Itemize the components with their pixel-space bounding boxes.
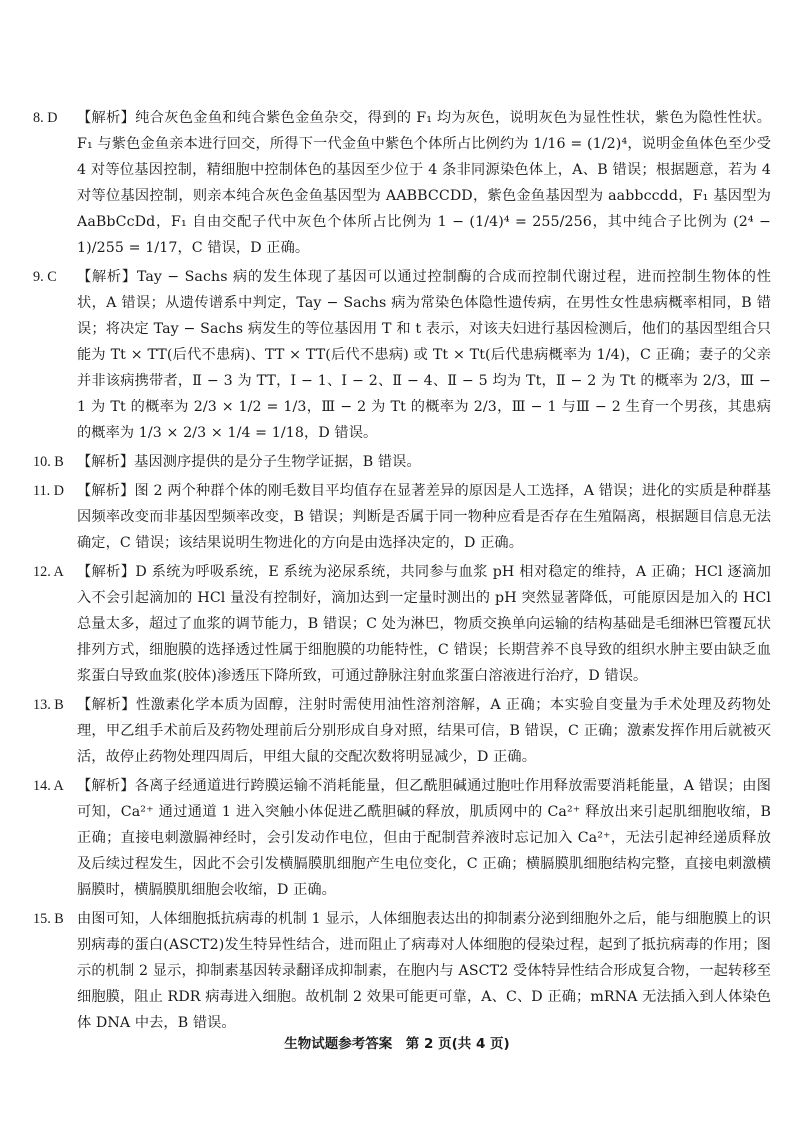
- answer-explanation: 由图可知，人体细胞抵抗病毒的机制 1 显示，人体细胞表达出的抑制素分泌到细胞外之后，能与细胞膜上的识别病毒的蛋白(ASCT2)发生特异性结合，进而阻止了病毒对人体细胞的侵染过程，起到了抵抗病毒的作用；图示的机制 2 显示，抑制素基因转录翻译成抑制素，在胞内与 ASCT2 受体特异性结合形成复合物，一起转移至细胞膜，阻止 RDR 病毒进入细胞。故机制 2 效果可能更可靠，A、C、D 正确；mRNA 无法插入到人体染色体 DNA 中去，B 错误。: [77, 911, 771, 1031]
- answer-number: 13. B: [33, 697, 64, 713]
- answer-item-11: [33, 478, 771, 556]
- answer-explanation: 【解析】Tay − Sachs 病的发生体现了基因可以通过控制酶的合成而控制代谢过程，进而控制生物体的性状，A 错误；从遗传谱系中判定，Tay − Sachs 病为常染色体隐性遗传病，在男性女性患病概率相同，B 错误；将决定 Tay − Sachs 病发生的等位基因用 T 和 t 表示，对该夫妇进行基因检测后，他们的基因型组合只能为 Tt × TT(后代不患病)、TT × TT(后代不患病) 或 Tt × Tt(后代患病概率为 1/4)，C 正确；妻子的父亲并非该病携带者，Ⅱ − 3 为 TT，Ⅰ − 1、Ⅰ − 2、Ⅱ − 4、Ⅱ − 5 均为 Tt，Ⅱ − 2 为 Tt 的概率为 2/3，Ⅲ − 1 为 Tt 的概率为 2/3 × 1/2 = 1/3，Ⅲ − 2 为 Tt 的概率为 2/3，Ⅲ − 1 与Ⅲ − 2 生育一个男孩，其患病的概率为 1/3 × 2/3 × 1/4 = 1/18，D 错误。: [77, 269, 771, 441]
- answer-number: 11. D: [33, 483, 65, 499]
- answer-number: 10. B: [33, 454, 64, 470]
- answer-explanation: 【解析】图 2 两个种群个体的刚毛数目平均值存在显著差异的原因是人工选择，A 错误；进化的实质是种群基因频率改变而非基因型频率改变，B 错误；判断是否属于同一物种应看是否存在生殖隔离，根据题目信息无法确定，C 错误；该结果说明生物进化的方向是由选择决定的，D 正确。: [77, 483, 771, 551]
- answer-number: 14. A: [33, 778, 64, 794]
- answer-explanation: 【解析】D 系统为呼吸系统，E 系统为泌尿系统，共同参与血浆 pH 相对稳定的维持，A 正确；HCl 逐滴加入不会引起滴加的 HCl 量没有控制好，滴加达到一定量时测出的 pH 突然显著降低，可能原因是加入的 HCl 总量太多，超过了血浆的调节能力，B 错误；C 处为淋巴，物质交换单向运输的结构基础是毛细淋巴管覆瓦状排列方式，细胞膜的选择透过性属于细胞膜的功能特性，C 错误；长期营养不良导致的组织水肿主要由缺乏血浆蛋白导致血浆(胶体)渗透压下降所致，可通过静脉注射血浆蛋白溶液进行治疗，D 错误。: [77, 564, 771, 684]
- answer-explanation: 【解析】基因测序提供的是分子生物学证据，B 错误。: [77, 454, 421, 470]
- answer-item-12: [33, 559, 771, 689]
- answer-list: [33, 105, 771, 1039]
- page-footer: 生物试题参考答案 第 2 页(共 4 页): [284, 1036, 510, 1052]
- answer-number: 8. D: [33, 110, 58, 126]
- answer-item-14: [33, 773, 771, 903]
- answer-number: 15. B: [33, 911, 64, 927]
- answer-item-13: [33, 692, 771, 770]
- answer-number: 9. C: [33, 269, 57, 285]
- answer-explanation: 【解析】纯合灰色金鱼和纯合紫色金鱼杂交，得到的 F₁ 均为灰色，说明灰色为显性性状，紫色为隐性性状。F₁ 与紫色金鱼亲本进行回交，所得下一代金鱼中紫色个体所占比例约为 1/16 = (1/2)⁴，说明金鱼体色至少受 4 对等位基因控制，精细胞中控制体色的基因至少位于 4 条非同源染色体上，A、B 错误；根据题意，若为 4 对等位基因控制，则亲本纯合灰色金鱼基因型为 AABBCCDD，紫色金鱼基因型为 aabbccdd，F₁ 基因型为 AaBbCcDd，F₁ 自由交配子代中灰色个体所占比例为 1 − (1/4)⁴ = 255/256，其中纯合子比例为 (2⁴ − 1)/255 = 1/17，C 错误，D 正确。: [77, 110, 771, 256]
- answer-explanation: 【解析】性激素化学本质为固醇，注射时需使用油性溶剂溶解，A 正确；本实验自变量为手术处理及药物处理，甲乙组手术前后及药物处理前后分别形成自身对照，结果可信，B 错误，C 正确；激素发挥作用后就被灭活，故停止药物处理四周后，甲组大鼠的交配次数将明显减少，D 正确。: [77, 697, 771, 765]
- answer-item-8: [33, 105, 771, 261]
- answer-number: 12. A: [33, 564, 64, 580]
- answer-explanation: 【解析】各离子经通道进行跨膜运输不消耗能量，但乙酰胆碱通过胞吐作用释放需要消耗能量，A 错误；由图可知，Ca²⁺ 通过通道 1 进入突触小体促进乙酰胆碱的释放，肌质网中的 Ca²⁺ 释放出来引起肌细胞收缩，B 正确；直接电刺激膈神经时，会引发动作电位，但由于配制营养液时忘记加入 Ca²⁺，无法引起神经递质释放及后续过程发生，因此不会引发横膈膜肌细胞产生电位变化，C 正确；横膈膜肌细胞结构完整，直接电刺激横膈膜时，横膈膜肌细胞会收缩，D 正确。: [77, 778, 771, 898]
- answer-item-10: [33, 449, 771, 475]
- answer-item-9: [33, 264, 771, 446]
- answer-item-15: [33, 906, 771, 1036]
